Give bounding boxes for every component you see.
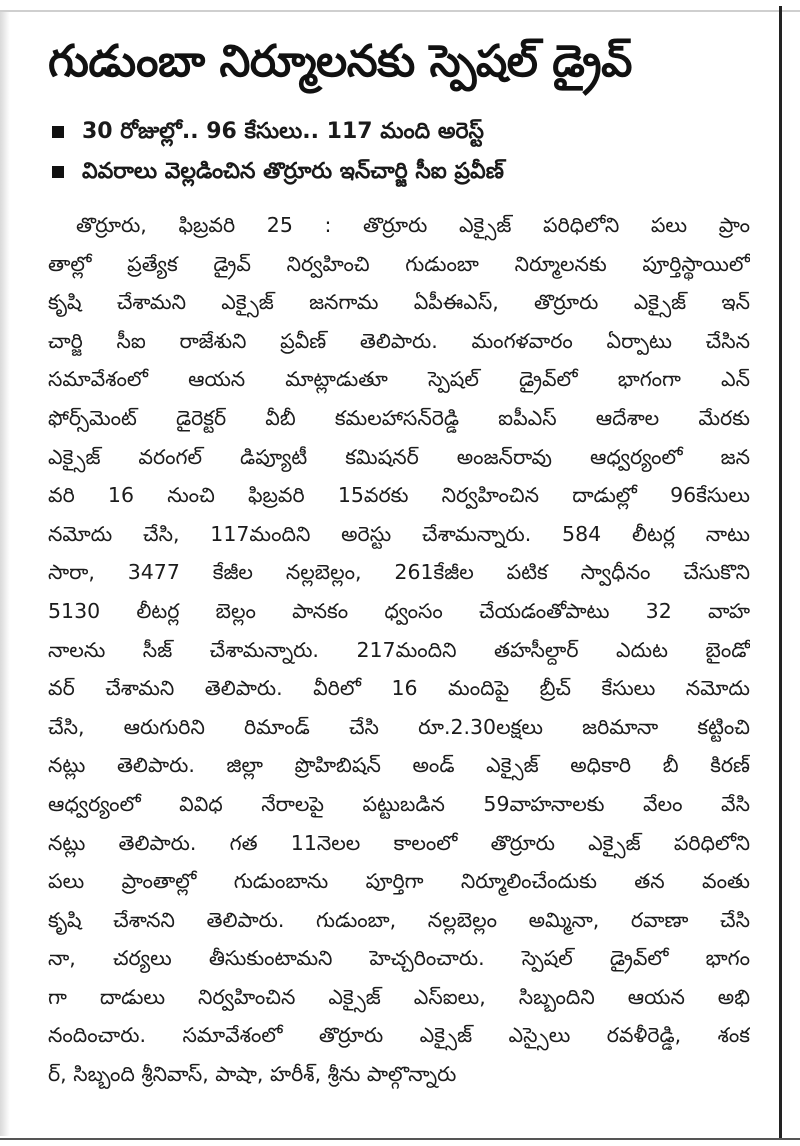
square-bullet-icon <box>52 166 64 178</box>
body-line: నాలను సీజ్ చేశామన్నారు. 217మందిని తహసీల్దార్ ఎదుట బైండో <box>48 637 750 662</box>
news-article <box>48 30 750 1094</box>
body-line: పలు ప్రాంతాల్లో గుడుంబాను పూర్తిగా నిర్మూలించేందుకు తన వంతు <box>48 869 750 894</box>
body-line: చేసి, ఆరుగురిని రిమాండ్ చేసి రూ.2.30లక్షలు జరిమానా కట్టించి <box>48 714 750 739</box>
page-left-edge <box>0 12 10 1136</box>
body-line: కృషి చేశానని తెలిపారు. గుడుంబా, నల్లబెల్లం అమ్మినా, రవాణా చేసి <box>48 907 750 932</box>
subheading-text: వివరాలు వెల్లడించిన తొర్రూరు ఇన్‌చార్జి సీఐ ప్రవీణ్ <box>82 159 504 184</box>
body-line: సమావేశంలో ఆయన మాట్లాడుతూ స్పెషల్ డ్రైవ్‌లో భాగంగా ఎన్ <box>48 367 750 392</box>
body-line: ఫోర్స్‌మెంట్ డైరెక్టర్ వీబీ కమలహాసన్‌రెడ్డి ఐపీఎస్ ఆదేశాల మేరకు <box>48 405 750 430</box>
body-line: ఆధ్వర్యంలో వివిధ నేరాలపై పట్టుబడిన 59వాహనాలకు వేలం వేసి <box>48 791 750 816</box>
body-line: నట్లు తెలిపారు. జిల్లా ప్రొహిబిషన్ అండ్ ఎక్సైజ్ అధికారి బీ కిరణ్ <box>48 753 750 778</box>
page-bottom-border <box>0 1138 800 1140</box>
body-line: నందించారు. సమావేశంలో తొర్రూరు ఎక్సైజ్ ఎస్సైలు రవళీరెడ్డి, శంక <box>48 1023 750 1048</box>
column-divider <box>779 6 782 1138</box>
body-line: కృషి చేశామని ఎక్సైజ్ జనగామ ఏపీఈఎస్, తొర్రూరు ఎక్సైజ్ ఇన్ <box>48 290 750 315</box>
body-line: గా దాడులు నిర్వహించిన ఎక్సైజ్ ఎస్ఐలు, సిబ్బందిని ఆయన అభి <box>48 984 750 1009</box>
square-bullet-icon <box>52 126 64 138</box>
body-line: 5130 లీటర్ల బెల్లం పానకం ధ్వంసం చేయడంతోపాటు 32 వాహ <box>48 598 750 623</box>
body-line: తాల్లో ప్రత్యేక డ్రైవ్ నిర్వహించి గుడుంబా నిర్మూలనకు పూర్తిస్థాయిలో <box>48 251 750 276</box>
subheading-bullet <box>52 112 750 152</box>
body-line: చార్జి సీఐ రాజేశుని ప్రవీణ్ తెలిపారు. మంగళవారం ఏర్పాటు చేసిన <box>48 328 750 353</box>
body-line: ఎక్సైజ్ వరంగల్ డిప్యూటీ కమిషనర్ అంజన్‌రావు ఆధ్వర్యంలో జన <box>48 444 750 469</box>
body-line: వర్ చేశామని తెలిపారు. వీరిలో 16 మందిపై బ్రీచ్ కేసులు నమోదు <box>48 676 750 701</box>
subheading-bullets <box>52 112 750 192</box>
body-line: సారా, 3477 కేజీల నల్లబెల్లం, 261కేజీల పటిక స్వాధీనం చేసుకొని <box>48 560 750 585</box>
subheading-text: 30 రోజుల్లో.. 96 కేసులు.. 117 మంది అరెస్ట్ <box>82 119 484 144</box>
body-line: నట్లు తెలిపారు. గత 11నెలల కాలంలో తొర్రూరు ఎక్సైజ్ పరిధిలోని <box>48 830 750 855</box>
body-line: నా, చర్యలు తీసుకుంటామని హెచ్చరించారు. స్పెషల్ డ్రైవ్‌లో భాగం <box>48 946 750 971</box>
body-line: ర్, సిబ్బంది శ్రీనివాస్, పాషా, హరీశ్, శ్రీను పాల్గొన్నారు <box>48 1062 457 1087</box>
body-line: వరి 16 నుంచి ఫిబ్రవరి 15వరకు నిర్వహించిన దాడుల్లో 96కేసులు <box>48 483 750 508</box>
article-headline: గుడుంబా నిర్మూలనకు స్పెషల్ డ్రైవ్ <box>48 36 632 87</box>
body-line: తొర్రూరు, ఫిబ్రవరి 25 : తొర్రూరు ఎక్సైజ్ పరిధిలోని పలు ప్రాం <box>76 213 750 237</box>
subheading-bullet <box>52 152 750 192</box>
article-body <box>48 206 750 1094</box>
body-line: నమోదు చేసి, 117మందిని అరెస్టు చేశామన్నారు. 584 లీటర్ల నాటు <box>48 521 750 546</box>
page-top-border <box>0 0 800 12</box>
